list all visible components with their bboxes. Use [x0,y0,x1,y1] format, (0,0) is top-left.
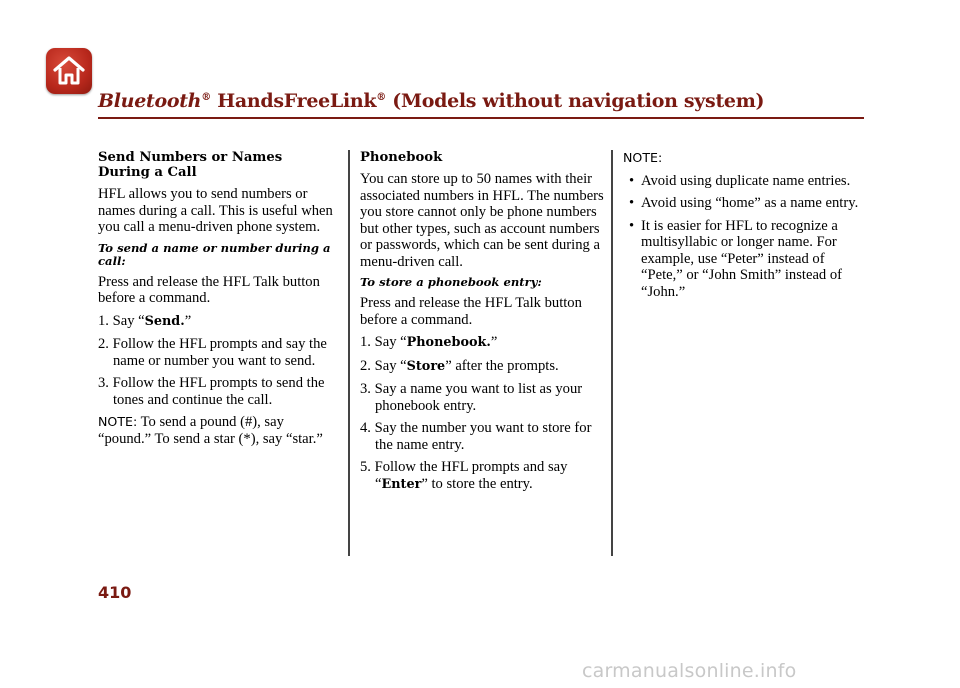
column-phonebook [360,150,604,499]
list-item: • Avoid using “home” as a name entry. [629,195,859,211]
note-heading: NOTE: [623,150,663,165]
instruction-text: Press and release the HFL Talk button before a command. [98,273,320,306]
watermark: carmanualsonline.info [582,660,797,682]
step-5: 5. Follow the HFL prompts and say “Enter” to store the entry. [360,459,568,492]
list-item: • Avoid using duplicate name entries. [629,172,851,189]
note-text: NOTE: To send a pound (#), say “pound.” To send a star (*), say “star.” [98,414,323,447]
step-4: 4. Say the number you want to store for the name entry. [360,420,592,453]
page-title: Bluetooth® HandsFreeLink® (Models without navigation system) [98,90,765,112]
section-heading: Phonebook [360,150,443,165]
column-divider [611,150,613,556]
column-send-numbers [98,150,336,453]
column-notes [623,150,863,306]
home-icon [51,53,87,89]
header-rule [98,117,864,119]
step-1: 1. Say “Phonebook.” [360,334,498,350]
section-heading: Send Numbers or Names During a Call [98,150,283,180]
step-3: 3. Follow the HFL prompts to send the tones and continue the call. [98,375,325,408]
step-2: 2. Follow the HFL prompts and say the name or number you want to send. [98,336,327,369]
step-1: 1. Say “Send.” [98,312,192,329]
subheading: To send a name or number during a call: [98,240,331,268]
bullet-icon: • [629,172,635,189]
step-2: 2. Say “Store” after the prompts. [360,357,559,374]
bullet-icon: • [629,217,635,234]
intro-text: You can store up to 50 names with their associated numbers in HFL. The numbers you store cannot only be phone numbers but other types, such as account numbers or passwords, which can be sent during a menu-driven call. [360,171,604,270]
instruction-text: Press and release the HFL Talk button before a command. [360,295,582,328]
subheading: To store a phonebook entry: [360,275,542,289]
intro-text: HFL allows you to send numbers or names during a call. This is useful when you call a menu-driven phone system. [98,186,333,235]
home-button[interactable] [46,48,92,94]
bullet-icon: • [629,195,635,211]
step-3: 3. Say a name you want to list as your phonebook entry. [360,381,583,414]
list-item: • It is easier for HFL to recognize a multisyllabic or longer name. For example, use “Peter” instead of “Pete,” or “John Smith” instead of “John.” [629,217,843,300]
page-number: 410 [98,583,132,602]
column-divider [348,150,350,556]
